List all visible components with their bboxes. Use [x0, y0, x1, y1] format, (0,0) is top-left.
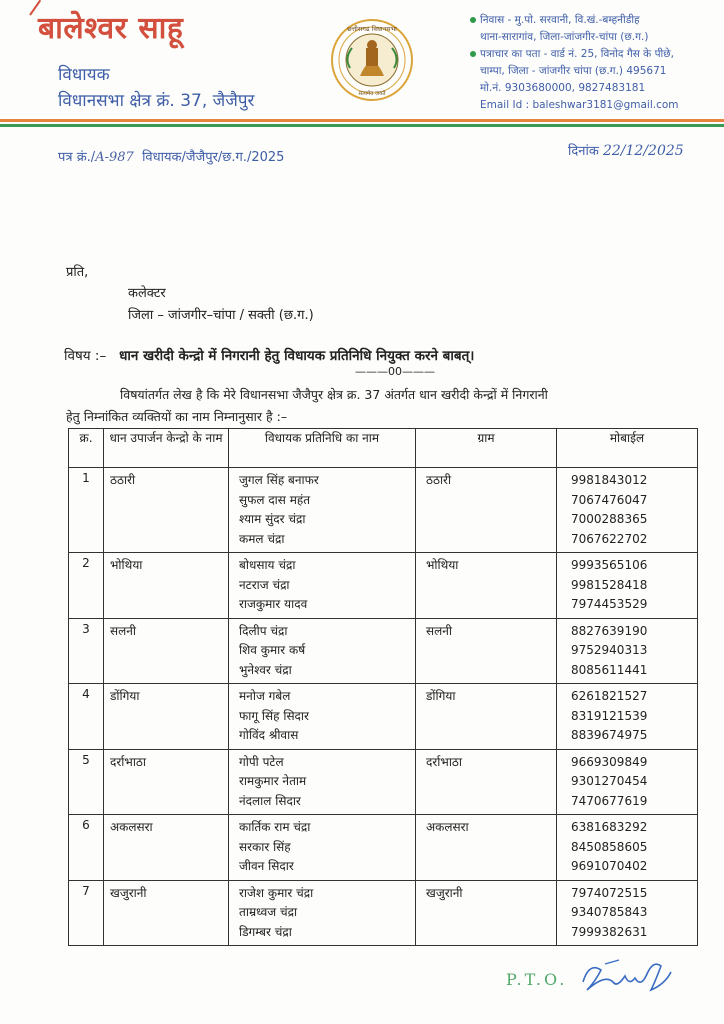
row-sno: 5 [69, 749, 104, 815]
row-representatives [229, 749, 416, 815]
representative-name: कार्तिक राम चंद्रा [239, 820, 311, 834]
row-sno: 6 [69, 815, 104, 881]
emblem-motto: सत्यमेव जयते [358, 91, 386, 97]
row-village: सलनी [416, 618, 557, 684]
row-sno: 4 [69, 684, 104, 750]
row-sno: 2 [69, 553, 104, 619]
row-representatives [229, 553, 416, 619]
representative-name: दिलीप चंद्रा [239, 623, 288, 638]
letter-date [568, 141, 684, 159]
reference-number: A-987 [95, 150, 134, 165]
reference-prefix: पत्र क्रं./ [58, 150, 96, 165]
representative-name: जीवन सिदार [239, 859, 294, 873]
representative-name: रामकुमार नेताम [239, 774, 307, 788]
representative-name: श्याम सुंदर चंद्रा [239, 512, 306, 526]
mla-designation: विधायक [58, 65, 110, 85]
header-village: ग्राम [416, 429, 557, 468]
mobile-number: 8085611441 [571, 662, 648, 677]
body-line-1: विषयांतर्गत लेख है कि मेरे विधानसभा जैजैपुर क्षेत्र क्र. 37 अंतर्गत धान खरीदी केन्द्रों में निगरानी [120, 387, 548, 402]
mobile-number: 7974072515 [571, 885, 648, 900]
representative-name: राजेश कुमार चंद्रा [239, 885, 314, 900]
mobile-number: 7067622702 [571, 531, 648, 546]
table-row [69, 749, 698, 815]
row-sno: 1 [69, 468, 104, 553]
mobile-number: 9301270454 [571, 774, 648, 788]
address-to: प्रति, [66, 265, 89, 280]
mobile-number: 6261821527 [571, 689, 648, 703]
representative-name: डिगम्बर चंद्रा [239, 924, 292, 939]
row-center: खजुरानी [104, 880, 229, 946]
header-center: धान उपार्जन केन्द्रो के नाम [104, 429, 229, 468]
representative-name: सरकार सिंह [239, 839, 291, 854]
mobile-number: 9752940313 [571, 643, 648, 657]
orange-rule [0, 119, 724, 122]
representative-name: शिव कुमार कर्ष [239, 643, 306, 657]
contact-block [470, 12, 679, 114]
row-representatives [229, 618, 416, 684]
row-village: अकलसरा [416, 815, 557, 881]
mobile-number: 7000288365 [571, 512, 648, 526]
row-sno: 3 [69, 618, 104, 684]
mobile-numbers: मो.नं. 9303680000, 9827483181 [480, 82, 646, 94]
residence-line-1: निवास - मु.पो. सरवानी, वि.खं.-बम्हनीडीह [480, 14, 640, 26]
row-representatives [229, 880, 416, 946]
mobile-number: 9340785843 [571, 905, 648, 919]
row-sno: 7 [69, 880, 104, 946]
mobile-number: 8827639190 [571, 623, 648, 638]
mobile-number: 7067476047 [571, 492, 648, 507]
representative-name: बोधसाय चंद्रा [239, 558, 296, 572]
mobile-number: 9669309849 [571, 754, 648, 769]
row-representatives [229, 684, 416, 750]
table-row [69, 553, 698, 619]
mla-name: बालेश्वर साहू [38, 11, 184, 46]
row-center: दर्राभाठा [104, 749, 229, 815]
mobile-number: 9981843012 [571, 473, 648, 487]
mobile-number: 8450858605 [571, 839, 648, 854]
mobile-number: 8839674975 [571, 728, 648, 742]
representative-name: नंदलाल सिदार [239, 793, 301, 808]
row-center: ठठारी [104, 468, 229, 553]
table-header-row [69, 429, 698, 468]
date-label: दिनांक [568, 144, 599, 159]
table-row [69, 468, 698, 553]
mobile-number: 7974453529 [571, 597, 648, 611]
handwritten-signature-icon [575, 952, 675, 1002]
representative-name: मनोज गबेल [239, 689, 291, 703]
table-row [69, 880, 698, 946]
body-line-2: हेतु निम्नांकित व्यक्तियों का नाम निम्नानुसार है :– [66, 409, 288, 424]
emblem-text: छत्तीसगढ विधानसभा [347, 25, 397, 33]
mobile-number: 9691070402 [571, 859, 648, 873]
table-row [69, 815, 698, 881]
representative-name: फागू सिंह सिदार [239, 708, 309, 723]
row-center: अकलसरा [104, 815, 229, 881]
row-village: दर्राभाठा [416, 749, 557, 815]
table-row [69, 684, 698, 750]
representative-name: सुफल दास महंत [239, 492, 311, 507]
row-mobiles [557, 684, 698, 750]
row-representatives [229, 468, 416, 553]
representative-name: गोपी पटेल [239, 754, 284, 769]
date-value: 22/12/2025 [602, 143, 684, 159]
representative-name: कमल चंद्रा [239, 531, 285, 546]
mobile-number: 7470677619 [571, 793, 648, 808]
email-address: Email Id : baleshwar3181@gmail.com [480, 99, 679, 111]
representative-name: ताम्रध्वज चंद्रा [239, 905, 298, 919]
subject-label: विषय :– [64, 348, 107, 364]
green-rule [0, 124, 724, 127]
pto-note: P.T.O. [506, 970, 568, 989]
chhattisgarh-vidhansabha-emblem-icon [330, 18, 414, 102]
row-mobiles [557, 618, 698, 684]
row-mobiles [557, 880, 698, 946]
postal-line-2: चाम्पा, जिला - जांजगीर चांपा (छ.ग.) 495671 [480, 65, 667, 77]
representatives-table [68, 428, 698, 946]
letter-reference [58, 147, 284, 165]
subject-separator: ———00——— [355, 365, 435, 378]
header-representative: विधायक प्रतिनिधि का नाम [229, 429, 416, 468]
mobile-number: 9993565106 [571, 558, 648, 572]
representative-name: गोविंद श्रीवास [239, 728, 299, 742]
mla-constituency: विधानसभा क्षेत्र क्रं. 37, जैजैपुर [58, 91, 255, 111]
representative-name: जुगल सिंह बनाफर [239, 473, 319, 487]
address-line-2: जिला – जांजगीर–चांपा / सक्ती (छ.ग.) [128, 308, 314, 323]
mobile-number: 7999382631 [571, 924, 648, 939]
row-village: ठठारी [416, 468, 557, 553]
row-village: खजुरानी [416, 880, 557, 946]
row-village: भोथिया [416, 553, 557, 619]
residence-line-2: थाना-सारागांव, जिला-जांजगीर-चांपा (छ.ग.) [480, 31, 649, 43]
subject-line [64, 346, 474, 364]
mobile-number: 9981528418 [571, 577, 648, 592]
table-row [69, 618, 698, 684]
subject-text: धान खरीदी केन्द्रो में निगरानी हेतु विधायक प्रतिनिधि नियुक्त करने बाबत्। [119, 348, 475, 364]
row-mobiles [557, 468, 698, 553]
representative-name: नटराज चंद्रा [239, 577, 290, 592]
row-center: सलनी [104, 618, 229, 684]
mobile-number: 8319121539 [571, 708, 648, 723]
reference-suffix: विधायक/जैजैपुर/छ.ग./2025 [142, 150, 285, 165]
row-mobiles [557, 815, 698, 881]
representative-name: भुनेश्वर चंद्रा [239, 662, 292, 677]
row-center: भोथिया [104, 553, 229, 619]
address-line-1: कलेक्टर [128, 286, 166, 301]
representative-name: राजकुमार यादव [239, 597, 308, 611]
row-representatives [229, 815, 416, 881]
header-sno: क्र. [69, 429, 104, 468]
postal-line-1: पत्राचार का पता - वार्ड नं. 25, विनोद गैस के पीछे, [480, 48, 674, 60]
row-center: डोंगिया [104, 684, 229, 750]
mobile-number: 6381683292 [571, 820, 648, 834]
row-mobiles [557, 553, 698, 619]
row-mobiles [557, 749, 698, 815]
header-mobile: मोबाईल [557, 429, 698, 468]
row-village: डोंगिया [416, 684, 557, 750]
